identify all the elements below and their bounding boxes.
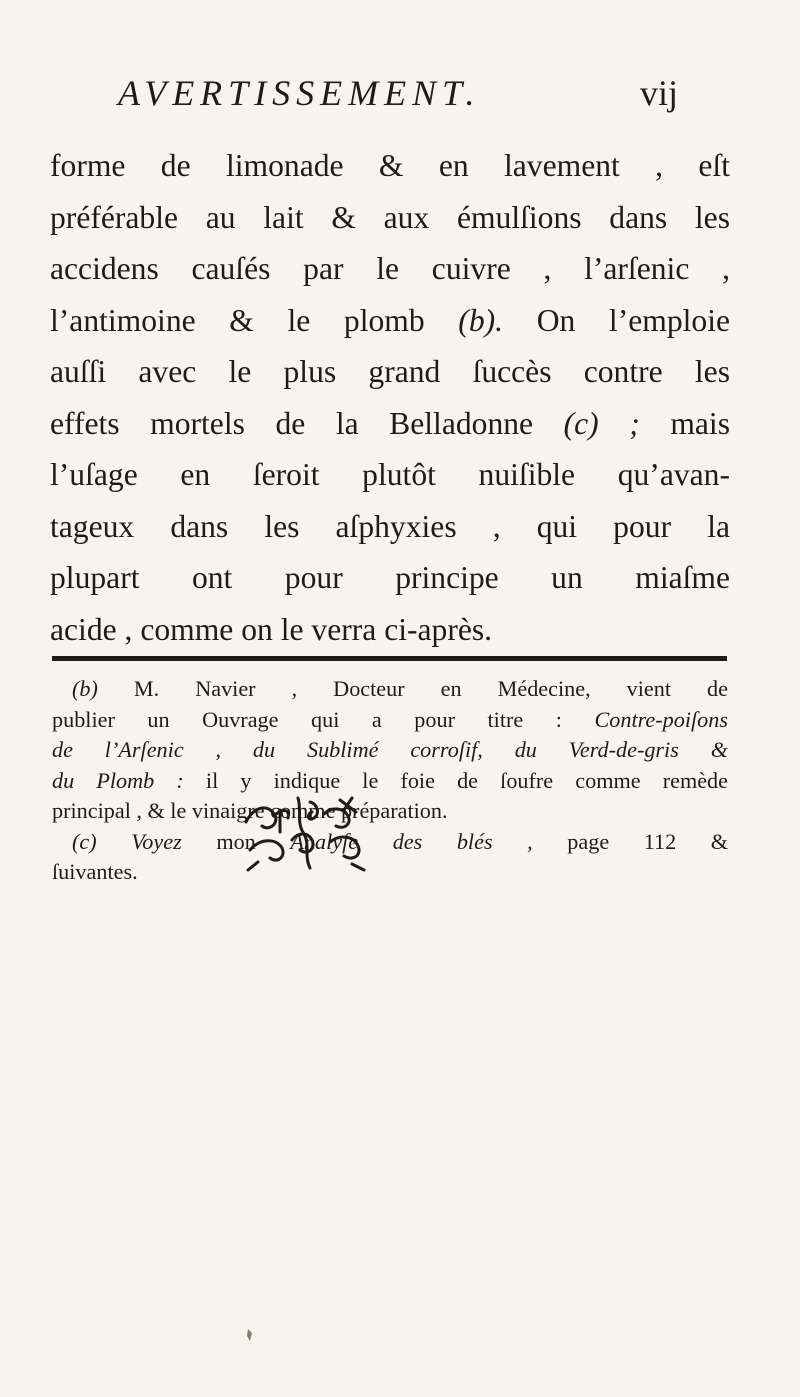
footnote-b-line: principal , & le vinaigre comme préparation. bbox=[52, 798, 448, 823]
footnote-ref-c: (c) ; bbox=[563, 405, 640, 441]
body-line: accidens cauſés par le cuivre , l’arſenic , bbox=[50, 251, 730, 286]
footnote-ref-b: (b). bbox=[458, 302, 504, 338]
running-title: AVERTISSEMENT. bbox=[118, 73, 481, 113]
footnote-c-line: ſuivantes. bbox=[52, 859, 138, 884]
body-text-span: l’antimoine & le plomb bbox=[50, 302, 425, 338]
body-text bbox=[50, 140, 730, 655]
body-line: préférable au lait & aux émulſions dans les bbox=[50, 199, 730, 235]
footnote-c-line bbox=[52, 827, 728, 858]
footnotes bbox=[52, 674, 728, 888]
footnote-b-line bbox=[52, 705, 728, 736]
body-line: tageux dans les aſphyxies , qui pour la bbox=[50, 508, 730, 544]
body-line bbox=[50, 398, 730, 450]
footnote-b-line bbox=[52, 674, 728, 705]
body-text-span: On l’emploie bbox=[536, 302, 730, 338]
footnote-title: du Plomb : bbox=[52, 767, 184, 793]
body-line: l’uſage en ſeroit plutôt nuiſible qu’avan- bbox=[50, 457, 730, 492]
footnote-marker-b: (b) bbox=[72, 676, 98, 701]
body-text-span: mais bbox=[670, 405, 730, 441]
body-line: forme de limonade & en lavement , eſt bbox=[50, 148, 730, 183]
footnote-text: publier un Ouvrage qui a pour titre : bbox=[52, 706, 562, 732]
body-line: acide , comme on le verra ci-après. bbox=[50, 611, 493, 647]
floral-ornament-icon bbox=[240, 792, 370, 872]
footnote-title: de l’Arſenic , du Sublimé corroſif, du Verd-de-gris bbox=[52, 737, 679, 762]
footnote-text: il y indique le foie de ſoufre comme remède bbox=[205, 767, 728, 793]
footnote-title: & bbox=[710, 737, 728, 762]
footnote-text: M. Navier , Docteur en Médecine, vient de bbox=[133, 676, 728, 701]
body-line bbox=[50, 295, 730, 347]
footnote-marker-c: (c) bbox=[72, 828, 97, 854]
page-number: vij bbox=[639, 73, 678, 113]
footnote-b-line bbox=[52, 766, 728, 797]
body-line: plupart ont pour principe un miaſme bbox=[50, 560, 730, 595]
body-line: auſſi avec le plus grand ſuccès contre les bbox=[50, 354, 730, 389]
footnote-title: Contre-poiſons bbox=[594, 706, 729, 732]
footnote-b-line bbox=[52, 735, 728, 766]
footnote-voyez: Voyez bbox=[131, 828, 182, 854]
body-text-span: effets mortels de la Belladonne bbox=[50, 405, 534, 441]
footnote-text: mon bbox=[216, 828, 256, 854]
footnote-text: page 112 & bbox=[567, 828, 729, 854]
footnote-title: Analyſe des blés , bbox=[290, 828, 533, 854]
ink-speck-icon bbox=[246, 1328, 254, 1342]
running-head bbox=[118, 72, 678, 124]
footnote-rule bbox=[52, 656, 727, 661]
